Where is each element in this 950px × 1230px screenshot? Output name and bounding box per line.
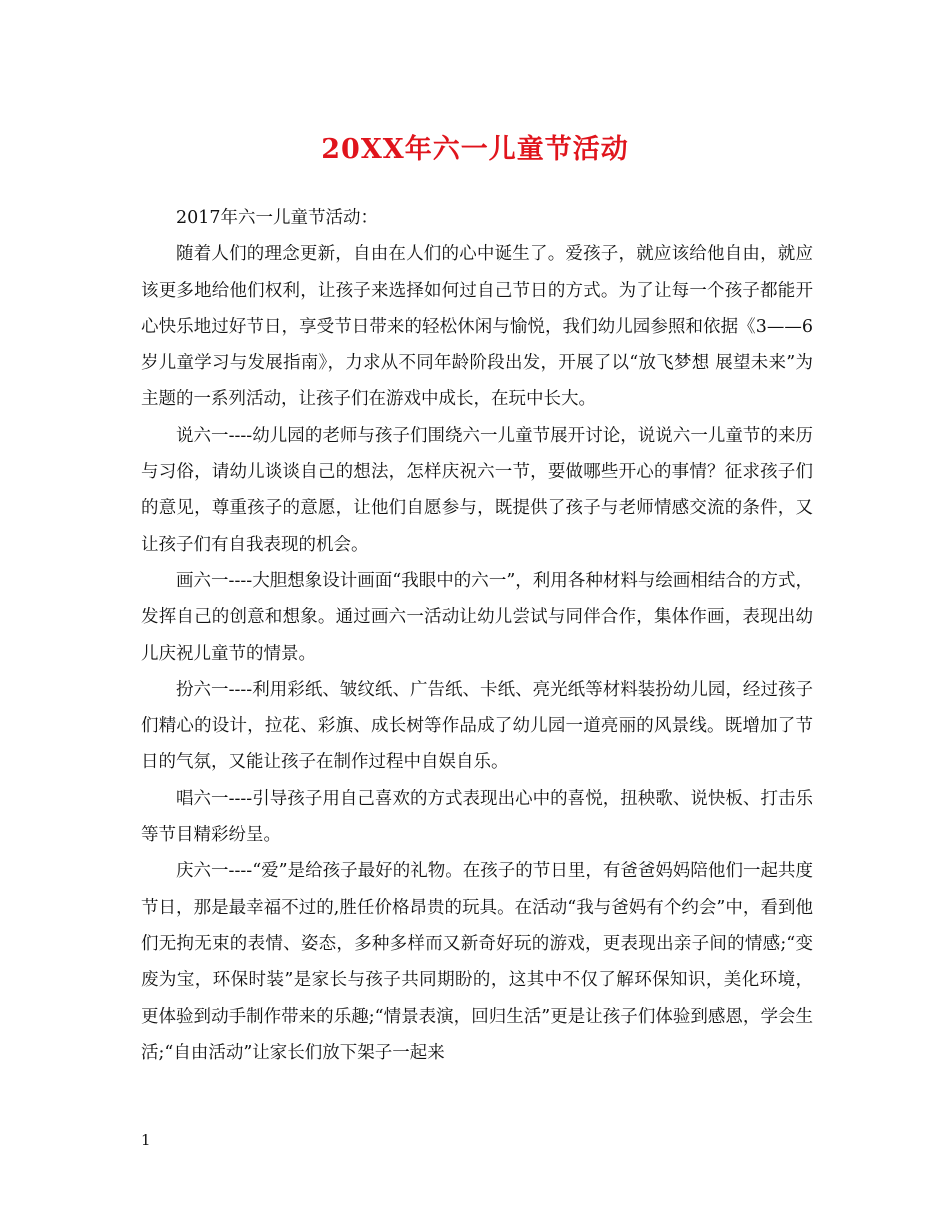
document-title: 20XX年六一儿童节活动	[321, 134, 629, 165]
paragraph-dress: 扮六一----利用彩纸、皱纹纸、广告纸、卡纸、亮光纸等材料装扮幼儿园，经过孩子们精心的设计，拉花、彩旗、成长树等作品成了幼儿园一道亮丽的风景线。既增加了节日的气氛，又能让孩子在制作过程中自娱自乐。	[141, 679, 813, 773]
document-body	[141, 200, 813, 1071]
page-number: 1	[141, 1131, 151, 1149]
paragraph-say: 说六一----幼儿园的老师与孩子们围绕六一儿童节展开讨论，说说六一儿童节的来历与习俗，请幼儿谈谈自己的想法，怎样庆祝六一节，要做哪些开心的事情？征求孩子们的意见，尊重孩子的意愿，让他们自愿参与，既提供了孩子与老师情感交流的条件，又让孩子们有自我表现的机会。	[141, 425, 813, 555]
paragraph-celebrate: 庆六一----“爱”是给孩子最好的礼物。在孩子的节日里，有爸爸妈妈陪他们一起共度节日，那是最幸福不过的,胜任价格昂贵的玩具。在活动“我与爸妈有个约会”中，看到他们无拘无束的表情、姿态，多种多样而又新奇好玩的游戏，更表现出亲子间的情感;“变废为宝，环保时装”是家长与孩子共同期盼的，这其中不仅了解环保知识，美化环境，更体验到动手制作带来的乐趣;“情景表演，回归生活”更是让孩子们体验到感恩，学会生活;“自由活动”让家长们放下架子一起来	[141, 861, 813, 1063]
paragraph-intro-heading: 2017年六一儿童节活动：	[176, 208, 379, 228]
paragraph-sing: 唱六一----引导孩子用自己喜欢的方式表现出心中的喜悦，扭秧歌、说快板、打击乐等节目精彩纷呈。	[141, 788, 813, 846]
paragraph-draw: 画六一----大胆想象设计画面“我眼中的六一”，利用各种材料与绘画相结合的方式，发挥自己的创意和想象。通过画六一活动让幼儿尝试与同伴合作，集体作画，表现出幼儿庆祝儿童节的情景。	[141, 570, 813, 664]
paragraph-intro: 随着人们的理念更新，自由在人们的心中诞生了。爱孩子，就应该给他自由，就应该更多地给他们权利，让孩子来选择如何过自己节日的方式。为了让每一个孩子都能开心快乐地过好节日，享受节日带来的轻松休闲与愉悦，我们幼儿园参照和依据《3——6岁儿童学习与发展指南》，力求从不同年龄阶段出发，开展了以“放飞梦想 展望未来”为主题的一系列活动，让孩子们在游戏中成长，在玩中长大。	[141, 244, 813, 410]
